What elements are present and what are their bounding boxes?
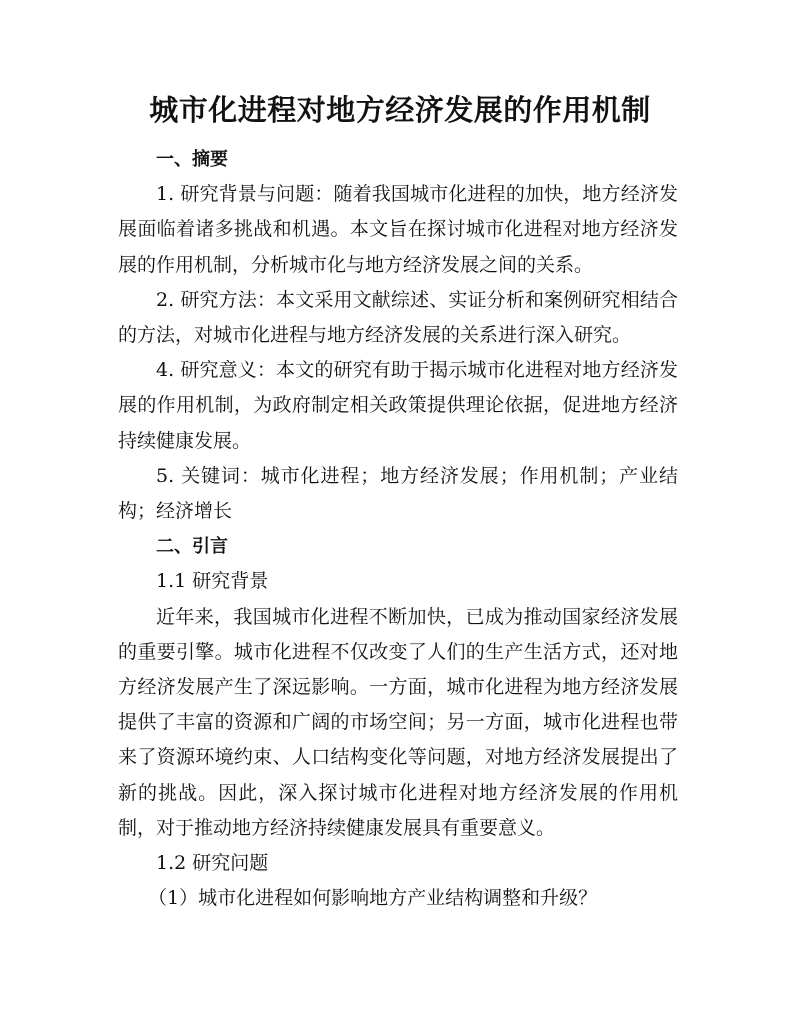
abstract-heading: 一、摘要 [156,149,228,170]
abstract-paragraph-significance: 4. 研究意义：本文的研究有助于揭示城市化进程对地方经济发展的作用机制，为政府制定相关政策提供理论依据，促进地方经济持续健康发展。 [118,359,678,452]
abstract-paragraph-background: 1. 研究背景与问题：随着我国城市化进程的加快，地方经济发展面临着诸多挑战和机遇。本文旨在探讨城市化进程对地方经济发展的作用机制，分析城市化与地方经济发展之间的关系。 [118,183,678,276]
research-question-heading: 1.2 研究问题 [156,852,269,875]
abstract-paragraph-keywords: 5. 关键词：城市化进程；地方经济发展；作用机制；产业结构；经济增长 [118,464,678,523]
document-title: 城市化进程对地方经济发展的作用机制 [149,93,651,127]
introduction-heading: 二、引言 [156,536,228,558]
research-background-paragraph: 近年来，我国城市化进程不断加快，已成为推动国家经济发展的重要引擎。城市化进程不仅改变了人们的生产生活方式，还对地方经济发展产生了深远影响。一方面，城市化进程为地方经济发展提供了丰富的资源和广阔的市场空间；另一方面，城市化进程也带来了资源环境约束、人口结构变化等问题，对地方经济发展提出了新的挑战。因此，深入探讨城市化进程对地方经济发展的作用机制，对于推动地方经济持续健康发展具有重要意义。 [118,605,678,839]
research-background-heading: 1.1 研究背景 [156,570,269,593]
document-body [118,142,678,916]
research-question-item: （1）城市化进程如何影响地方产业结构调整和升级？ [148,887,598,910]
abstract-paragraph-method: 2. 研究方法：本文采用文献综述、实证分析和案例研究相结合的方法，对城市化进程与地方经济发展的关系进行深入研究。 [118,288,678,347]
